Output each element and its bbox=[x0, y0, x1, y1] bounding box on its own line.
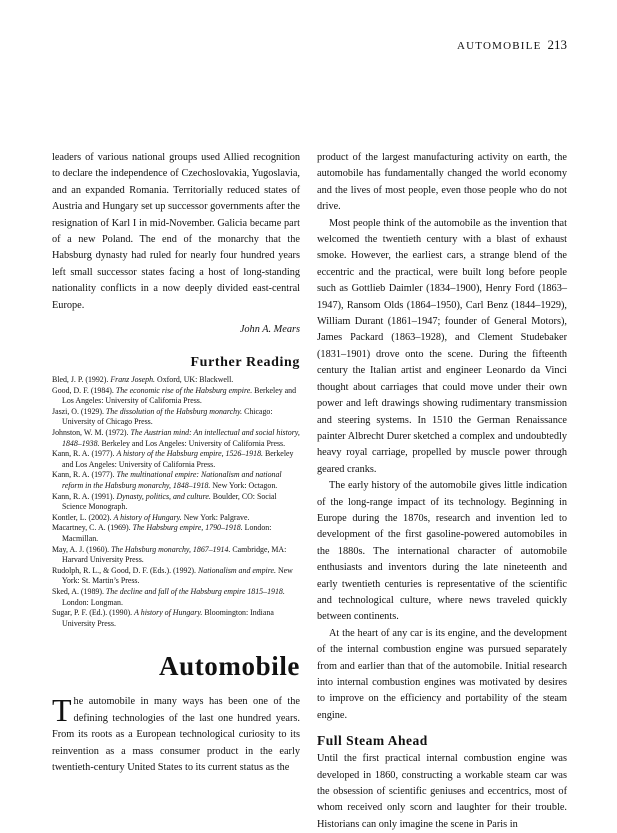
reference-publisher: London: Macmillan. bbox=[62, 523, 272, 543]
reference-publisher: New York: St. Martin’s Press. bbox=[62, 565, 293, 586]
reference-author: Good, D. F. (1984). bbox=[52, 385, 116, 395]
reference-title: The Habsburg monarchy, 1867–1914. bbox=[111, 544, 231, 554]
right-column bbox=[317, 150, 567, 833]
author-signature: John A. Mears bbox=[239, 324, 300, 336]
reference-title: The decline and fall of the Habsburg empire 1815–1918. bbox=[105, 586, 285, 596]
reference-title: A history of Hungary. bbox=[113, 512, 182, 522]
article-intro-text: he automobile in many ways has been one of the defining technologies of the last one hundred years. From its roots as a European technological curiosity to its reinvention as a mass consumer product in the early twentieth-century United States to its current status as the bbox=[52, 696, 300, 773]
reference-publisher: Oxford, UK: Blackwell. bbox=[155, 375, 234, 385]
reference-item bbox=[52, 470, 300, 491]
reference-author: May, A. J. (1960). bbox=[52, 544, 112, 554]
reference-item bbox=[52, 375, 300, 386]
reference-author: Kann, R. A. (1991). bbox=[52, 491, 117, 501]
reference-title: The Habsburg empire, 1790–1918. bbox=[132, 523, 243, 533]
reference-publisher: Boulder, CO: Social Science Monograph. bbox=[62, 491, 277, 512]
reference-publisher: Berkeley and Los Angeles: University of California Press. bbox=[62, 449, 294, 469]
reference-title: The Austrian mind: An intellectual and social history, 1848–1938. bbox=[62, 428, 300, 448]
further-reading-heading: Further Reading bbox=[190, 355, 300, 371]
reference-item bbox=[52, 566, 300, 587]
reference-item bbox=[52, 587, 300, 608]
reference-list bbox=[52, 375, 300, 629]
body-paragraph-4: At the heart of any car is its engine, and the development of the internal combustion engine was pursued separately from and earlier than that of the automobile. Initial research into internal combustion engines was motivated by desires to improve on the efficiency and portability of the steam engine. bbox=[317, 627, 567, 721]
reference-author: Sugar, P. F. (Ed.). (1990). bbox=[52, 608, 135, 618]
reference-author: Kann, R. A. (1977). bbox=[52, 449, 117, 459]
reference-item bbox=[52, 608, 300, 629]
reference-publisher: Chicago: University of Chicago Press. bbox=[62, 406, 273, 427]
reference-item bbox=[52, 407, 300, 428]
reference-publisher: London: Longman. bbox=[62, 597, 123, 607]
article-title: Automobile bbox=[159, 651, 300, 682]
reference-title: The multinational empire: Nationalism and national reform in the Habsburg monarchy, 1848–1918. bbox=[62, 470, 282, 490]
reference-item bbox=[52, 523, 300, 544]
reference-title: Franz Joseph. bbox=[110, 375, 156, 385]
reference-author: Bled, J. P. (1992). bbox=[52, 375, 111, 385]
body-paragraph-3: The early history of the automobile gives little indication of the long-range impact of its technology. Beginning in Europe during the 1870s, research and invention led to development of the first gasoline-powered automobiles in the 1880s. The international character of automobile enthusiasts and inventors during the late nineteenth and early twentieth centuries is representative of the scientific and technological culture, where news traveled quickly between continents. bbox=[317, 480, 567, 623]
page-number: 213 bbox=[547, 37, 567, 52]
reference-title: A history of Hungary. bbox=[134, 608, 203, 618]
reference-item bbox=[52, 545, 300, 566]
reference-title: Dynasty, politics, and culture. bbox=[116, 491, 211, 501]
section-heading: Full Steam Ahead bbox=[317, 733, 428, 749]
running-head bbox=[457, 37, 567, 53]
reference-publisher: New York: Octagon. bbox=[210, 481, 278, 490]
drop-cap: T bbox=[52, 692, 72, 729]
reference-title: The economic rise of the Habsburg empire. bbox=[115, 385, 253, 395]
reference-item bbox=[52, 428, 300, 449]
reference-item bbox=[52, 386, 300, 407]
body-paragraph-5: Until the first practical internal combustion engine was developed in 1860, constructing a workable steam car was the obsession of scientific geniuses and eccentrics, most of whom received only scorn and laughter for their trouble. Historians can only imagine the scene in Paris in bbox=[317, 753, 567, 830]
reference-publisher: New York: Palgrave. bbox=[181, 512, 250, 522]
reference-author: Kann, R. A. (1977). bbox=[52, 470, 117, 480]
reference-author: Rudolph, R. L., & Good, D. F. (Eds.). (1992). bbox=[52, 565, 198, 575]
reference-author: Sked, A. (1989). bbox=[52, 586, 106, 596]
reference-author: Jaszi, O. (1929). bbox=[52, 406, 106, 416]
reference-title: The dissolution of the Habsburg monarchy. bbox=[105, 406, 243, 416]
reference-item bbox=[52, 492, 300, 513]
reference-author: Macartney, C. A. (1969). bbox=[52, 523, 133, 533]
reference-publisher: Cambridge, MA: Harvard University Press. bbox=[62, 544, 287, 565]
reference-title: Nationalism and empire. bbox=[198, 565, 276, 575]
reference-author: Kontler, L. (2002). bbox=[52, 512, 114, 522]
reference-item bbox=[52, 513, 300, 524]
reference-publisher: Berkeley and Los Angeles: University of California Press. bbox=[99, 438, 286, 448]
body-paragraph-1: product of the largest manufacturing activity on earth, the automobile has fundamentally changed the world economy and the lives of most people, even those people who do not drive. bbox=[317, 152, 567, 213]
reference-item bbox=[52, 449, 300, 470]
left-column bbox=[52, 150, 300, 776]
reference-publisher: Berkeley and Los Angeles: University of California Press. bbox=[62, 385, 297, 406]
running-head-section: AUTOMOBILE bbox=[456, 40, 542, 52]
article-intro bbox=[52, 694, 300, 776]
intro-paragraph: leaders of various national groups used Allied recognition to declare the independence of Czechoslovakia, Yugoslavia, and an expanded Romania. Territorially reduced states of Austria and Hungary set up successor governments after the resignation of Karl I in mid-November. Galicia became part of a new Poland. The end of the monarchy that the Habsburg dynasty had ruled for nearly four hundred years left small successor states facing a host of long-standing nationality conflicts in a now deeply divided east-central Europe. bbox=[52, 152, 300, 311]
reference-publisher: Bloomington: Indiana University Press. bbox=[62, 608, 274, 628]
reference-author: Johnston, W. M. (1972). bbox=[52, 428, 131, 438]
reference-title: A history of the Habsburg empire, 1526–1918. bbox=[116, 449, 263, 459]
body-paragraph-2: Most people think of the automobile as the invention that welcomed the twentieth century with a blast of exhaust smoke. However, the earliest cars, a strange blend of the eccentric and the practical, were built long before people such as Gottlieb Daimler (1834–1900), Henry Ford (1863–1947), Ransom Olds (1864–1950), Carl Benz (1844–1929), William Durant (1861–1947; founder of General Motors), James Packard (1863–1928), and Clement Studebaker (1831–1901) drove onto the scene. During the fifteenth century the Italian artist and engineer Leonardo da Vinci thought about carriages that could move under their own power and left drawings showing rudimentary transmission and steering systems. In 1510 the German Renaissance painter Albrecht Durer sketched a complex and undoubtedly heavy royal carriage, propelled by muscle power through geared cranks. bbox=[317, 217, 567, 475]
